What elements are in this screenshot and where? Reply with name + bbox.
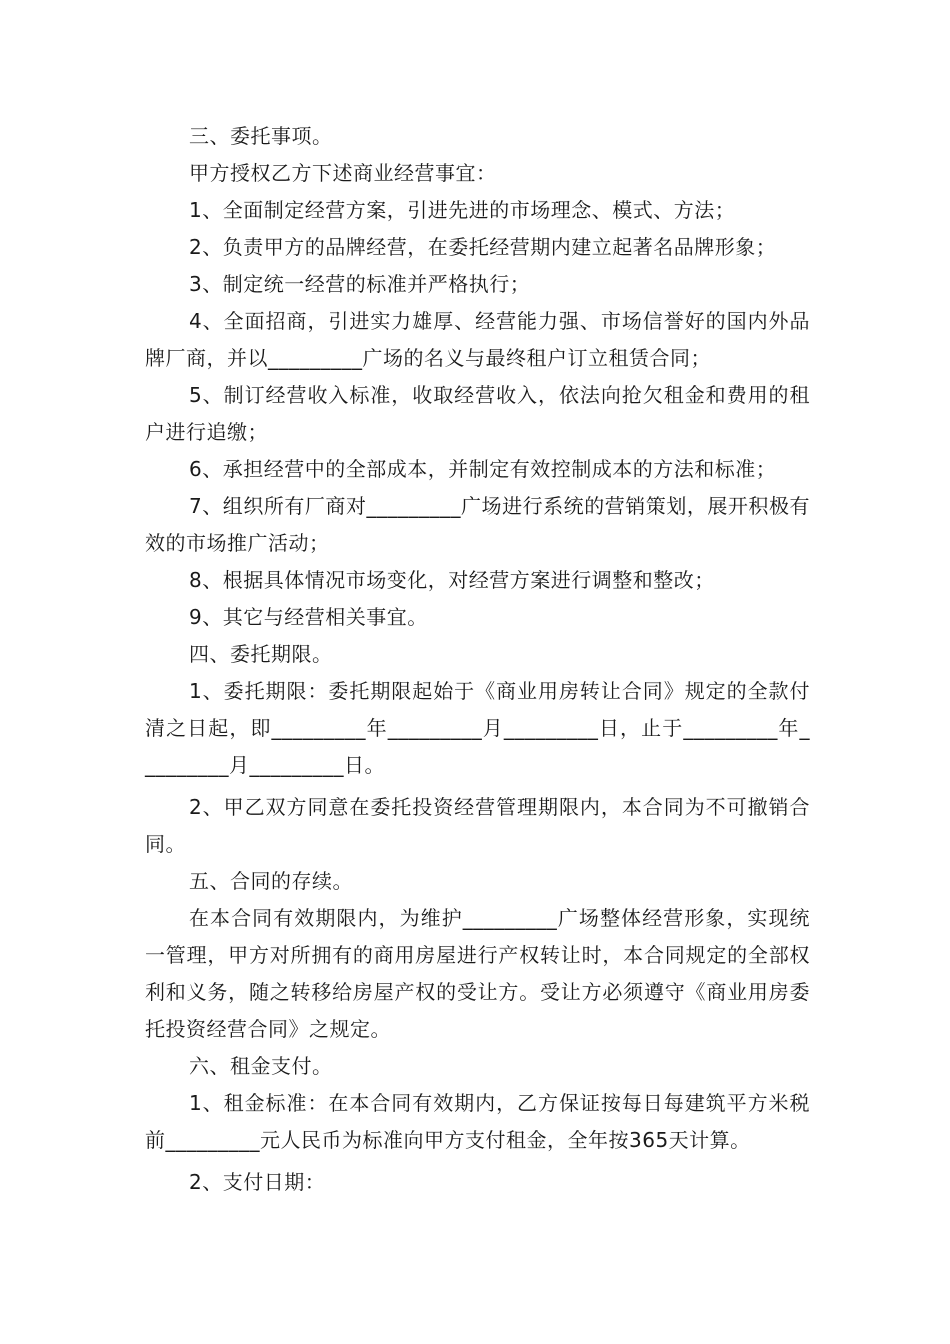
term-clause-2: 2、甲乙双方同意在委托投资经营管理期限内，本合同为不可撤销合同。 bbox=[145, 795, 810, 856]
list-item-3: 3、制定统一经营的标准并严格执行； bbox=[189, 272, 531, 296]
rent-clause-2: 2、支付日期： bbox=[189, 1170, 326, 1194]
list-item-7: 7、组织所有厂商对_________广场进行系统的营销策划，展开积极有效的市场推广活动； bbox=[145, 494, 810, 555]
list-item-4: 4、全面招商，引进实力雄厚、经营能力强、市场信誉好的国内外品牌厂商，并以_________广场的名义与最终租户订立租赁合同； bbox=[145, 309, 810, 370]
paragraph-authorization-intro: 甲方授权乙方下述商业经营事宜： bbox=[189, 161, 497, 185]
continuity-clause: 在本合同有效期限内，为维护_________广场整体经营形象，实现统一管理，甲方对所拥有的商用房屋进行产权转让时，本合同规定的全部权利和义务，随之转移给房屋产权的受让方。受让方必须遵守《商业用房委托投资经营合同》之规定。 bbox=[145, 906, 810, 1041]
list-item-1: 1、全面制定经营方案，引进先进的市场理念、模式、方法； bbox=[189, 198, 736, 222]
list-item-6: 6、承担经营中的全部成本，并制定有效控制成本的方法和标准； bbox=[189, 457, 777, 481]
list-item-8: 8、根据具体情况市场变化，对经营方案进行调整和整改； bbox=[189, 568, 715, 592]
list-item-2: 2、负责甲方的品牌经营，在委托经营期内建立起著名品牌形象； bbox=[189, 235, 777, 259]
list-item-5: 5、制订经营收入标准，收取经营收入，依法向抢欠租金和费用的租户进行追缴； bbox=[145, 383, 810, 444]
section-heading-rent-payment: 六、租金支付。 bbox=[189, 1054, 333, 1078]
list-item-9: 9、其它与经营相关事宜。 bbox=[189, 605, 428, 629]
rent-clause-1: 1、租金标准：在本合同有效期内，乙方保证按每日每建筑平方米税前_________元人民币为标准向甲方支付租金，全年按365天计算。 bbox=[145, 1091, 810, 1152]
term-clause-1: 1、委托期限：委托期限起始于《商业用房转让合同》规定的全款付清之日起，即_________年_________月_________日，止于_________年_________月_________日。 bbox=[145, 679, 810, 777]
section-heading-entrustment-term: 四、委托期限。 bbox=[189, 642, 333, 666]
section-heading-entrusted-matters: 三、委托事项。 bbox=[189, 124, 333, 148]
document-body bbox=[145, 118, 810, 1201]
section-heading-contract-continuity: 五、合同的存续。 bbox=[189, 869, 353, 893]
